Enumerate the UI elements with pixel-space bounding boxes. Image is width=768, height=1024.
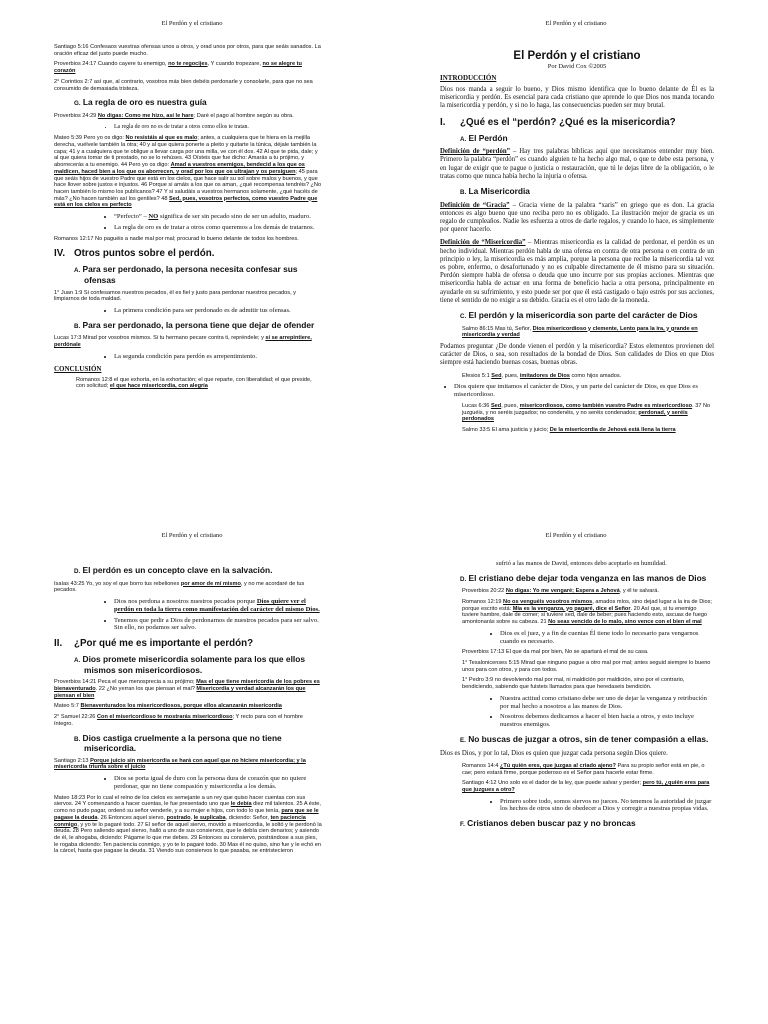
page-8 xyxy=(0,0,384,512)
paragraph-juez: Dios es Dios, y por lo tal, Dios es quien que juzgar cada persona según Dios quiere. xyxy=(440,749,668,757)
bullet-list xyxy=(54,213,322,232)
bullet-item: • Primero sobre todo, somos siervos no jueces. No tenemos la autoridad de juzgar los hechos de otros sino de obedecer a Dios y corregir a nuestras propias vidas. xyxy=(500,798,714,814)
continuation-text: sufrió a las manos de David, entonces debo aceptarlo en humildad. xyxy=(496,560,667,567)
paragraph-origen: Podamos preguntar ¿De donde vienen el perdón y la misericordia? Estos elementos provienen del carácter de Dios, o sea, son resultados de la bondad de Dios. Son calidades de Dios en que Dios siempre está haciendo buenas cosas, buenas obras. xyxy=(440,343,714,367)
verse-romanos-12-19: Romanos 12:19 No os venguéis vosotros mismos, amados míos, sino dejad lugar a la ira de Dios; porque escrito está: Mía es la venganza, yo pagaré, dice el Señor. 20 Así que, si tu enemigo tuviere hambre, dale de comer; si tuviere sed, dale de beber; pues haciendo esto, ascuas de fuego amontonarás sobre su cabeza. 21 No seas vencido de lo malo, sino vence con el bien el mal xyxy=(462,598,712,625)
heading-f: F. Cristianos deben buscar paz y no broncas xyxy=(460,818,636,829)
bullet-item: • La regla de oro no es de tratar a otros como ellos te tratan. xyxy=(114,124,322,132)
verse-romanos-12-8: Romanos 12:8 el que exhorta, en la exhortación; el que reparte, con liberalidad; el que preside, con solicitud; el que hace misericordia, con alegría xyxy=(76,376,312,390)
page-header: El Perdón y el cristiano xyxy=(161,532,223,539)
verse-proverbios-24-17: Proverbios 24:17 Cuando cayere tu enemigo, no te regocijes, Y cuando tropezare, no se alegre tu corazón xyxy=(54,61,302,75)
bullet-list xyxy=(440,383,714,399)
author-line: Por David Cox ©2005 xyxy=(547,63,607,70)
document-title: El Perdón y el cristiano xyxy=(513,50,641,62)
bullet-item: • “Perfecto” – NO significa de ser sin pecado sino de ser un adulto, maduro. xyxy=(114,213,322,221)
verse-lucas-6-36: Lucas 6:36 Sed, pues, misericordiosos, como también vuestro Padre es misericordioso. 37 No juzguéis, y no seréis juzgados; no condenéis, y no seréis condenados; perdonad, y seréis perdonados xyxy=(462,402,711,423)
verse-1-pedro-3-9: 1° Pedro 3:9 no devolviendo mal por mal, ni maldición por maldición, sino por el contrario, bendiciendo, sabiendo que fuisteis llamados para que heredaseis bendición. xyxy=(462,677,685,691)
verse-1-juan-1-9: 1° Juan 1:9 Si confesamos nuestros pecados, él es fiel y justo para perdonar nuestros pecados, y limpiarnos de toda maldad. xyxy=(54,289,296,303)
heading-i: I. ¿Qué es el “perdón? ¿Qué es la misericordia? xyxy=(440,116,676,128)
bullet-list xyxy=(54,353,322,361)
definition-perdon: Definición de “perdón” – Hay tres palabras bíblicas aquí que necesitamos entender muy bien. Primero la palabra “perdón” es cuando alguien te ha hecho algo mal, o que te debe esta persona, y en lugar de exigir que te pague o justicia o restauración, que tú le dejas libre de la obligación, o le tratas como que nunca había hecho la injuria o ofensa. xyxy=(440,148,714,180)
bullet-list xyxy=(54,775,322,791)
verse-efesios-5-1: Efesios 5:1 Sed, pues, imitadores de Dios como hijos amados. xyxy=(462,372,622,379)
page-header: El Perdón y el cristiano xyxy=(161,20,223,27)
verse-salmo-86-15: Salmo 86:15 Mas tú, Señor, Dios misericordioso y clemente, Lento para la ira, y grande en misericordia y verdad xyxy=(462,325,698,339)
heading-b: B. La Misericordia xyxy=(460,186,530,197)
bullet-list xyxy=(440,798,714,814)
verse-proverbios-24-29: Proverbios 24:29 No digas: Como me hizo, así le hare; Daré el pago al hombre según su obra. xyxy=(54,112,294,119)
verse-proverbios-20-22: Proverbios 20:22 No digas: Yo me vengaré; Espera a Jehová, y él te salvará. xyxy=(462,588,659,595)
verse-santiago-4-12: Santiago 4:12 Uno solo es el dador de la ley, que puede salvar y perder; pero tú, ¿quién eres para que juzgues a otro? xyxy=(462,780,710,793)
heading-ii: II. ¿Por qué me es importante el perdón? xyxy=(54,638,254,650)
verse-romanos-12-17: Romanos 12:17 No paguéis a nadie mal por mal; procurad lo bueno delante de todos los hombres. xyxy=(54,235,299,242)
bullet-item: • La regla de oro es de tratar a otros como queremos a los demás de tratarnos. xyxy=(114,224,322,232)
page-1 xyxy=(384,0,768,512)
bullet-list xyxy=(54,124,322,132)
verse-santiago-2-13: Santiago 2:13 Porque juicio sin misericordia se hará con aquel que no hiciere misericordia; y la misericordia triunfa sobre el juicio xyxy=(54,757,306,771)
page-3 xyxy=(0,512,384,1024)
bullet-item: • Nosotros debemos dedicarnos a hacer el bien hacia a otros, y esto incluye nuestros enemigos. xyxy=(500,713,714,729)
bullet-item: • Dios nos perdona a nosotros nuestros pecados porque Dios quiere ver el perdón en toda la tierra como manifestación del carácter del mismo Dios. xyxy=(114,598,322,614)
heading-d: D. El cristiano debe dejar toda venganza en las manos de Dios xyxy=(460,572,707,583)
heading-c: C. El perdón y la misericordia son parte del carácter de Dios xyxy=(460,310,698,321)
heading-e: E. No buscas de juzgar a otros, sin de tener compasión a ellas. xyxy=(460,734,709,744)
verse-lucas-17-3: Lucas 17:3 Mirad por vosotros mismos. Si tu hermano pecare contra ti, repréndele; y si se arrepintiere, perdónale xyxy=(54,335,312,349)
bullet-item: • Nuestra actitud como cristiano debe ser uno de dejar la venganza y retribución por mal hecho a nosotros a las manos de Dios. xyxy=(500,695,714,711)
bullet-list xyxy=(54,307,322,315)
intro-paragraph: Dios nos manda a seguir lo bueno, y Dios mismo identifica que lo bueno delante de Él es la misericordia y perdón. Es esencial para cada cristiano que aprende lo que Dios nos manda tocando la misericordia y perdón, y si no lo haga, las consecuencias pueden ser muy brutal. xyxy=(440,86,714,110)
bullet-list xyxy=(440,630,714,646)
verse-mateo-18-23: Mateo 18:23 Por lo cual el reino de los cielos es semejante a un rey que quiso hacer cuentas con sus siervos. 24 Y comenzando a hacer cuentas, le fue presentado uno que le debía diez mil talentos. 25 A éste, como no pudo pagar, ordenó su señor venderle, y a su mujer e hijos, con todo lo que tenía, para que se le pagase la deuda. 26 Entonces aquel siervo, postrado, le suplicaba, diciendo: Señor, ten paciencia conmigo, y yo te lo pagaré todo. 27 El señor de aquel siervo, movido a misericordia, le soltó y le perdonó la deuda. 28 Pero saliendo aquel siervo, halló a uno de sus consiervos, que le debía cien denarios; y asiendo de él, le ahogaba, diciendo: Págame lo que me debes. 29 Entonces su consiervo, postrándose a sus pies, le rogaba diciendo: Ten paciencia conmigo, y yo te lo pagaré todo. 30 Mas él no quiso, sino fue y le echó en la cárcel, hasta que pagase la deuda. 31 Viendo sus consiervos lo que pasaba, se entristecieron xyxy=(54,794,322,855)
bullet-item: • Dios quiere que imitamos el carácter de Dios, y un parte del carácter de Dios, es que Dios es misericordioso. xyxy=(454,383,714,399)
verse-romanos-14-4: Romanos 14:4 ¿Tú quién eres, que juzgas al criado ajeno? Para su propio señor está en pie, o cae; pero estará firme, porque poderoso es el Señor para hacerle estar firme. xyxy=(462,762,705,776)
definition-misericordia: Definición de “Misericordia” – Mientras misericordia es la calidad de perdonar, el perdón es un hecho individual. Mientras perdón habla de una ofensa en contra de otra persona o en contra de un principio o ley, la misericordia es más amplia, porque la persona que recibe la misericordia tal vez es pobre, enfermo, o desafortunado y no es culpable directamente de él mismo para su situación. Perdón siempre habla de ofensa o deuda que uno incurre por sus propias acciones. Mientras que misericordia habla de actuar en una forma de beneficio hacia a otra persona, principalmente en ayudarle en su sufrimiento, y esto puede ser por que él está castigado o bajo estrés por sus acciones, tiene el sentido de no exigir a su debido. Gracia es el otro lado de la moneda. xyxy=(440,239,714,304)
heading-a: A. El Perdón xyxy=(460,132,508,143)
bullet-list xyxy=(440,695,714,729)
page-header: El Perdón y el cristiano xyxy=(545,532,607,539)
bullet-item: • Dios se porta igual de duro con la persona dura de corazón que no quiere perdonar, que no tiene compasión y misericordia a los demás. xyxy=(114,775,322,791)
conclusion-heading: CONCLUSIÓN xyxy=(54,364,102,373)
bullet-item: • La segunda condición para perdón es arrepentimiento. xyxy=(114,353,322,361)
definition-gracia: Definición de “Gracia” – Gracia viene de la palabra “xaris” en griego que es don. La gracia entonces es algo bueno que uno reciba pero no es obligado. La ilustración mejor de gracia es un regalo de cumpleaños. Nadie les esfuerza a otros de darle regalos, y cuando lo hace, es simplemente por querer hacerlo. xyxy=(440,201,714,234)
verse-1-tesalonicenses-5-15: 1° Tesalonicenses 5:15 Mirad que ninguno pague a otro mal por mal; antes seguid siempre lo bueno unos para con otros, y para con todos. xyxy=(462,660,711,673)
heading-b: B. Para ser perdonado, la persona tiene que dejar de ofender xyxy=(74,319,315,330)
bullet-list xyxy=(54,598,322,632)
verse-proverbios-14-21: Proverbios 14:21 Peca el que menosprecia a su prójimo; Mas el que tiene misericordia de los pobres es bienaventurado. 22 ¿No yerran los que piensan el mal? Misericordia y verdad alcanzarán los que piensan el bien xyxy=(54,679,320,699)
heading-g: G. La regla de oro es nuestra guía xyxy=(74,97,207,108)
intro-heading: INTRODUCCIÓN xyxy=(440,74,497,82)
verse-santiago-5-16: Santiago 5:16 Confesaos vuestras ofensas unos a otros, y orad unos por otros, para que seáis sanados. La oración eficaz del justo puede mucho. xyxy=(54,44,321,57)
verse-mateo-5-39: Mateo 5:39 Pero yo os digo: No resistáis al que es malo; antes, a cualquiera que te hiera en la mejilla derecha, vuélvele también la otra; 40 y al que quiera ponerte a pleito y quitarte la túnica, déjale también la capa; 41 y a cualquiera que te obligue a llevar carga por una milla, ve con él dos. 42 Al que te pida, dale; y al que quiera tomar de ti prestado, no se lo rehúses. 43 Oísteis que fue dicho: Amarás a tu prójimo, y aborrecerás a tu enemigo. 44 Pero yo os digo: Amad a vuestros enemigos, bendecid a los que os maldicen, haced bien a los que os aborrecen, y orad por los que os ultrajan y os persiguen; 45 para que seáis hijos de vuestro Padre que está en los cielos, que hace salir su sol sobre malos y buenos, y que hace llover sobre justos e injustos. 46 Porque si amáis a los que os aman, ¿qué recompensa tendréis? ¿No hacen también lo mismo los publicanos? 47 Y si saludáis a vuestros hermanos solamente, ¿qué hacéis de más? ¿No hacen también así los gentiles? 48 Sed, pues, vosotros perfectos, como vuestro Padre que está en los cielos es perfecto xyxy=(54,135,322,209)
heading-iv: IV. Otros puntos sobre el perdón. xyxy=(54,248,215,260)
verse-2-corintios-2-7: 2° Corintios 2:7 así que, al contrario, vosotros más bien debéis perdonarle y consolarle, para que no sea consumido de demasiada tristeza. xyxy=(54,78,313,92)
page-header: El Perdón y el cristiano xyxy=(545,20,607,27)
verse-isaias-43-25: Isaías 43:25 Yo, yo soy el que borro tus rebeliones por amor de mí mismo, y no me acordaré de tus pecados. xyxy=(54,580,305,594)
bullet-item: • Tenemos que pedir a Dios de perdonarnos de nuestros pecados para ser salvo. Sin ello, no podamos ser salvo. xyxy=(114,617,322,633)
heading-a: A. Para ser perdonado, la persona necesita confesar sus ofensas xyxy=(74,264,298,285)
heading-a: A. Dios promete misericordia solamente para los que ellos mismos son misericordiosos. xyxy=(74,654,305,675)
verse-mateo-5-7: Mateo 5:7 Bienaventurados los misericordiosos, porque ellos alcanzarán misericordia xyxy=(54,703,282,710)
bullet-item: • La primera condición para ser perdonado es de admitir tus ofensas. xyxy=(114,307,322,315)
heading-b: B. Dios castiga cruelmente a la persona que no tiene misericordia. xyxy=(74,732,282,754)
heading-d: D. El perdón es un concepto clave en la salvación. xyxy=(74,565,273,575)
page-4 xyxy=(384,512,768,1024)
verse-salmo-33-5: Salmo 33:5 El ama justicia y juicio; De la misericordia de Jehová está llena la tierra xyxy=(462,427,676,434)
verse-2-samuel-22-26: 2° Samuel 22:26 Con el misericordioso te mostrarás misericordioso; Y recto para con el hombre íntegro. xyxy=(54,714,303,727)
bullet-item: • Dios es el juez, y a fin de cuentas Él tiene todo lo necesario para vengarnos cuando es necesario. xyxy=(500,630,714,646)
verse-proverbios-17-13: Proverbios 17:13 El que da mal por bien, No se apartará el mal de su casa. xyxy=(462,649,649,656)
